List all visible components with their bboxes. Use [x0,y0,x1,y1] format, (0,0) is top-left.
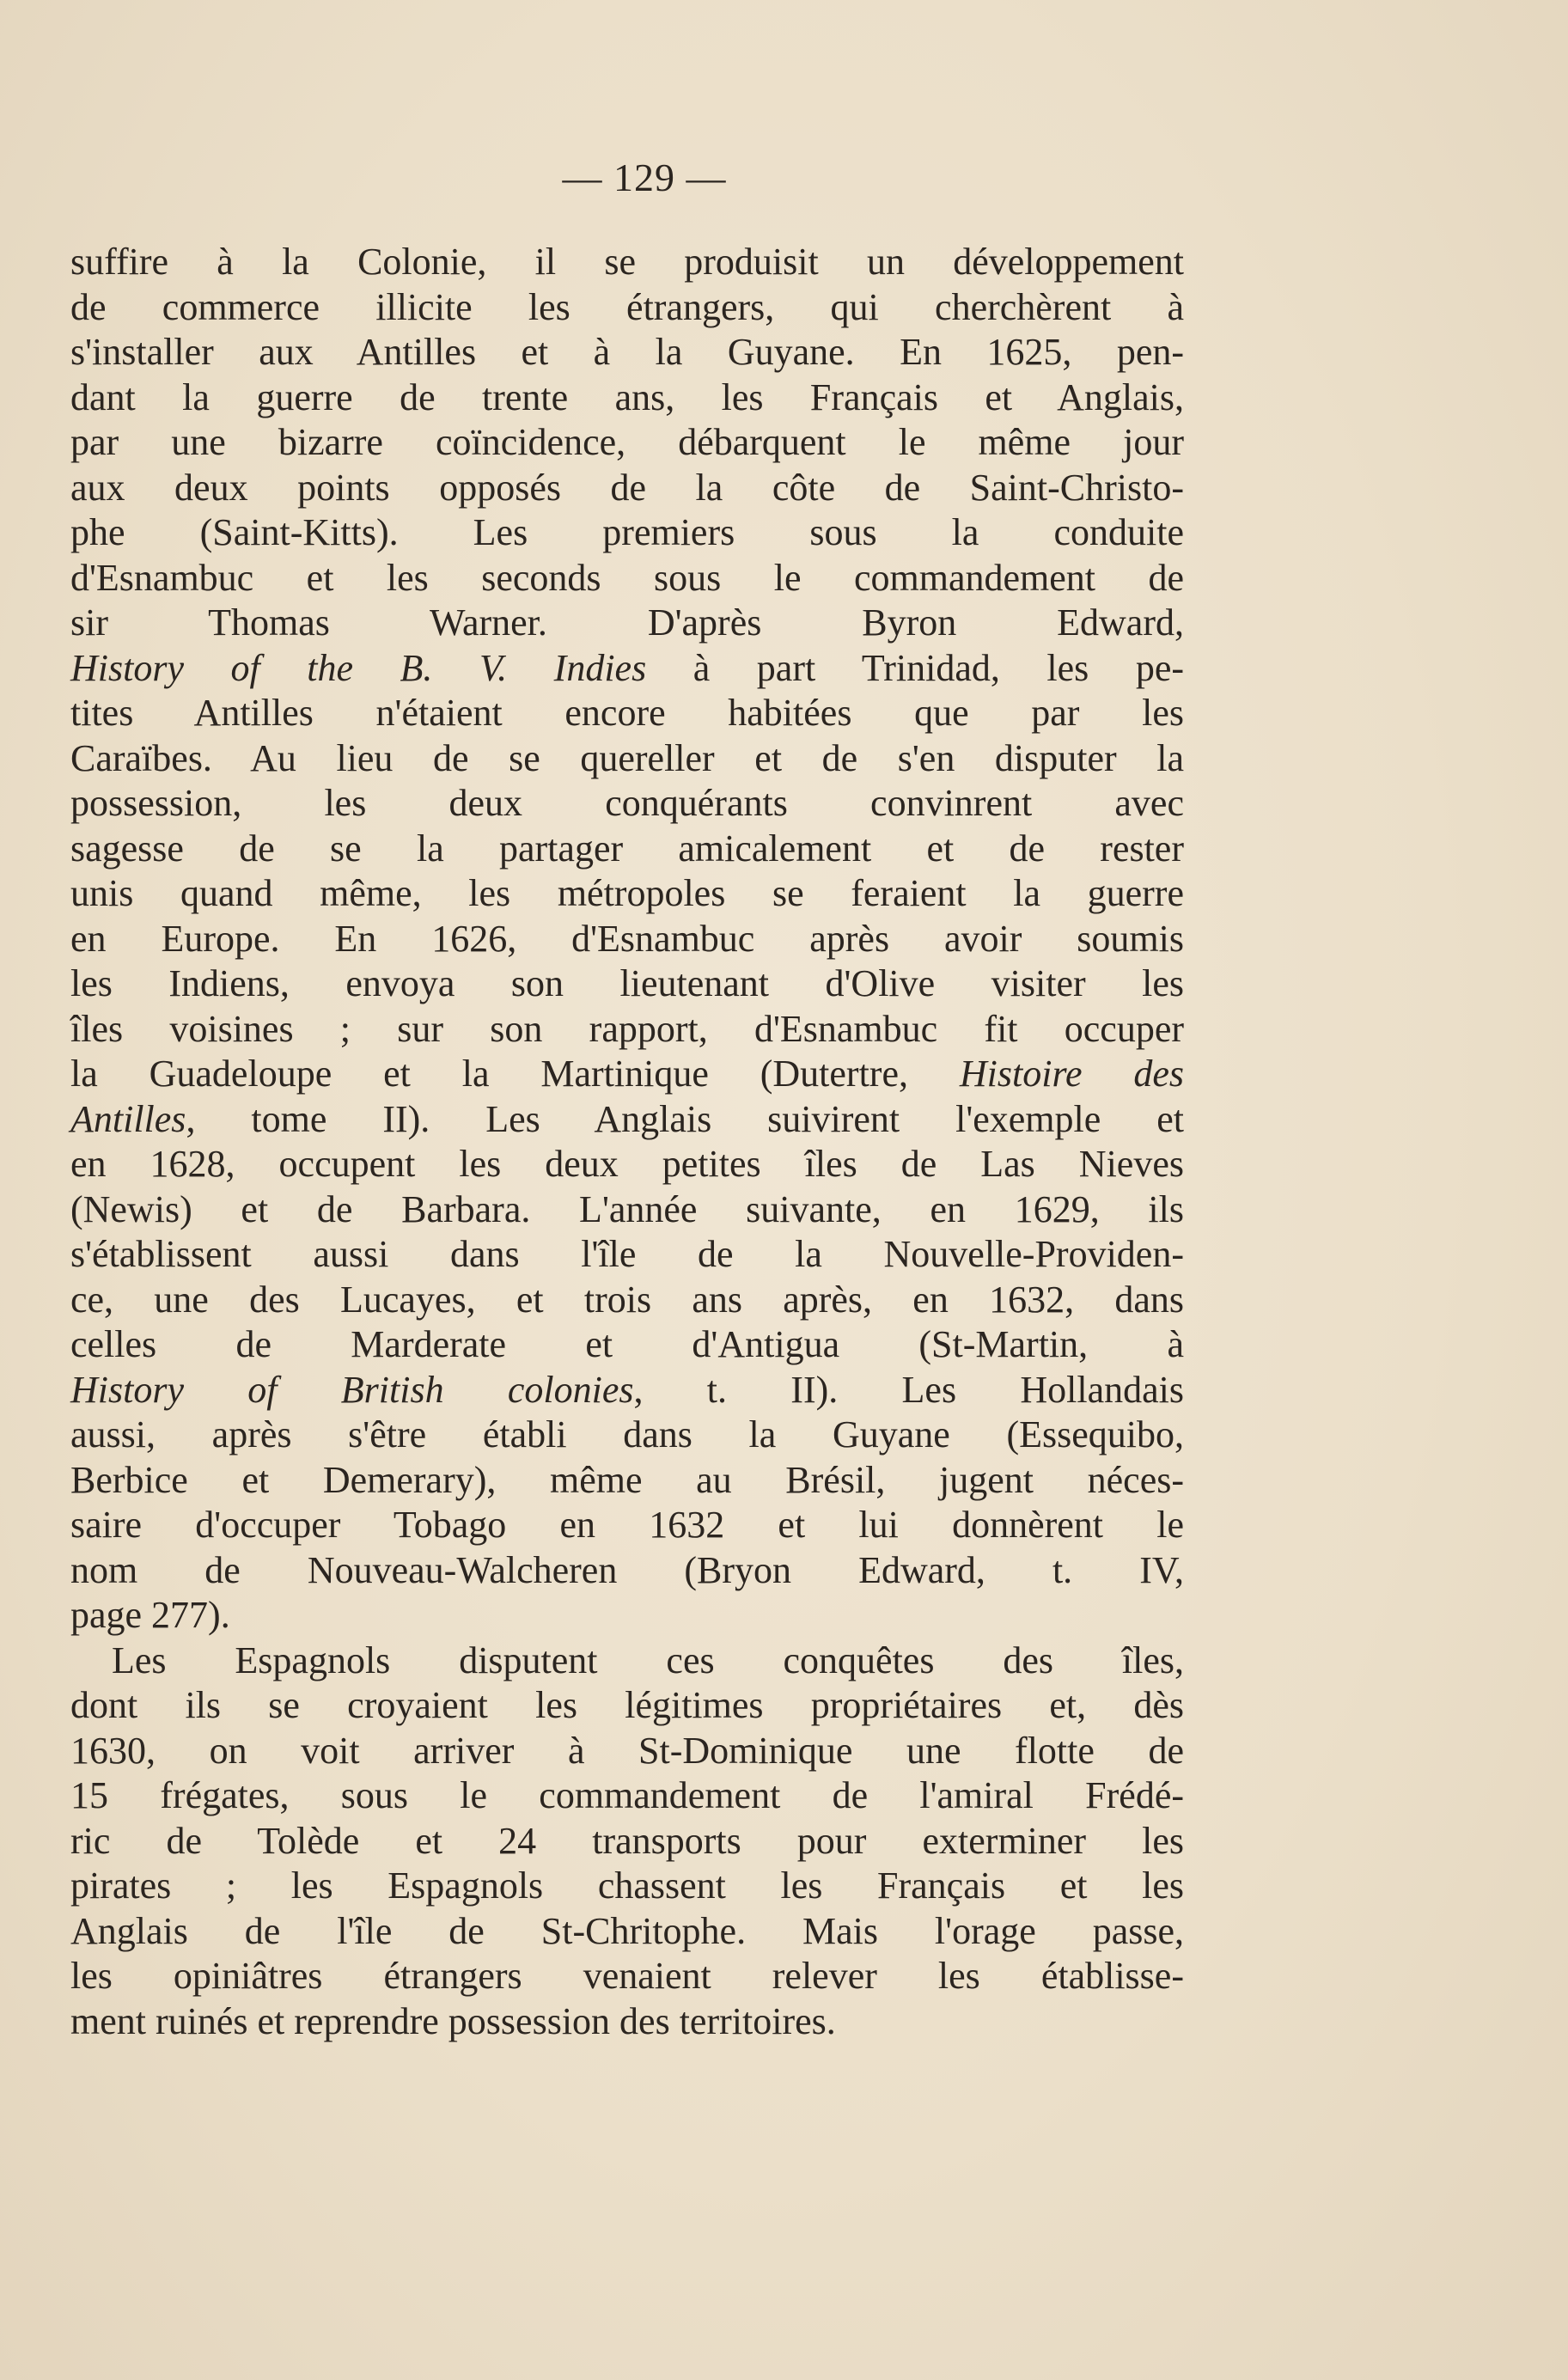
text-line [70,330,1184,375]
text-line [70,917,1184,962]
text-segment: sir Thomas Warner. D'après Byron Edward, [70,601,1184,644]
text-segment: Caraïbes. Au lieu de se quereller et de s'en disputer la [70,736,1184,779]
text-segment: Les Espagnols disputent ces conquêtes des îles, [112,1639,1184,1681]
text-segment: les opiniâtres étrangers venaient relever les établisse- [70,1955,1184,1997]
text-segment: sagesse de se la partager amicalement et de rester [70,827,1184,870]
text-line [70,827,1184,872]
text-segment: les Indiens, envoya son lieutenant d'Olive visiter les [70,962,1184,1004]
text-segment: possession, les deux conquérants convinrent avec [70,782,1184,824]
text-segment: unis quand même, les métropoles se feraient la guerre [70,872,1184,914]
text-line [70,1232,1184,1278]
text-segment: Berbice et Demerary), même au Brésil, jugent néces- [70,1458,1184,1501]
text-line [70,1548,1184,1594]
text-segment: nom de Nouveau-Walcheren (Bryon Edward, t. IV, [70,1548,1184,1591]
text-line [70,375,1184,421]
text-line [70,1278,1184,1323]
text-segment: de commerce illicite les étrangers, qui cherchèrent à [70,285,1184,328]
text-line [70,1503,1184,1548]
text-segment: saire d'occuper Tobago en 1632 et lui donnèrent le [70,1504,1184,1546]
text-segment: ce, une des Lucayes, et trois ans après, en 1632, dans [70,1278,1184,1321]
text-segment: , t. II). Les Hollandais [633,1368,1185,1411]
text-segment: 1630, on voit arriver à St-Dominique une flotte de [70,1729,1184,1772]
text-segment: en 1628, occupent les deux petites îles de Las Nieves [70,1143,1184,1185]
text-segment: ment ruinés et reprendre possession des territoires. [70,1999,836,2042]
text-line [70,601,1184,646]
text-segment: dont ils se croyaient les légitimes propriétaires et, dès [70,1684,1184,1726]
text-line [70,1683,1184,1729]
text-line [70,961,1184,1007]
text-segment: , tome II). Les Anglais suivirent l'exemple et [186,1097,1184,1140]
text-line [70,1413,1184,1458]
text-line [70,1639,1184,1684]
italic-title: History of the B. V. Indies [70,646,647,689]
text-line [70,1368,1184,1413]
text-line [70,556,1184,601]
page-number: — 129 — [562,156,727,199]
text-line [70,1593,1184,1639]
text-line [70,510,1184,556]
text-segment: phe (Saint-Kitts). Les premiers sous la conduite [70,511,1184,553]
text-line [70,691,1184,736]
text-line [70,1007,1184,1053]
text-line [70,1909,1184,1955]
text-segment: ric de Tolède et 24 transports pour exterminer les [70,1819,1184,1862]
text-line [70,1187,1184,1233]
text-segment: Anglais de l'île de St-Chritophe. Mais l'orage passe, [70,1909,1184,1952]
text-segment: en Europe. En 1626, d'Esnambuc après avoir soumis [70,917,1184,960]
text-segment: aux deux points opposés de la côte de Saint-Christo- [70,466,1184,509]
text-segment: dant la guerre de trente ans, les Français et Anglais, [70,375,1184,418]
text-segment: par une bizarre coïncidence, débarquent le même jour [70,421,1184,463]
text-line [70,736,1184,782]
italic-title: Histoire des [959,1053,1184,1095]
text-segment: d'Esnambuc et les seconds sous le commandement de [70,556,1184,599]
text-line [70,646,1184,692]
text-line [70,781,1184,827]
text-line [70,1458,1184,1504]
text-segment: suffire à la Colonie, il se produisit un développement [70,241,1184,283]
text-line [70,1052,1184,1097]
text-line [70,1729,1184,1774]
italic-title: Antilles [70,1097,186,1140]
text-line [70,285,1184,331]
text-segment: pirates ; les Espagnols chassent les Français et les [70,1864,1184,1907]
text-segment: la Guadeloupe et la Martinique (Dutertre, [70,1053,960,1095]
body-text [70,240,1184,2044]
text-segment: (Newis) et de Barbara. L'année suivante, en 1629, ils [70,1187,1184,1230]
text-line [70,1819,1184,1864]
text-line [70,1097,1184,1143]
text-line [70,1773,1184,1819]
text-line [70,1954,1184,1999]
text-line [70,420,1184,466]
text-line [70,1322,1184,1368]
text-segment: s'installer aux Antilles et à la Guyane. En 1625, pen- [70,331,1184,373]
text-segment: aussi, après s'être établi dans la Guyane (Essequibo, [70,1413,1184,1455]
text-line [70,1864,1184,1909]
text-line [70,871,1184,917]
text-segment: à part Trinidad, les pe- [646,646,1184,689]
text-segment: tites Antilles n'étaient encore habitées que par les [70,692,1184,734]
text-segment: s'établissent aussi dans l'île de la Nouvelle-Providen- [70,1233,1184,1275]
text-line [70,1142,1184,1187]
italic-title: History of British colonies [70,1368,634,1411]
text-line [70,240,1184,285]
text-segment: îles voisines ; sur son rapport, d'Esnambuc fit occuper [70,1007,1184,1050]
text-segment: page 277). [70,1594,230,1636]
text-segment: celles de Marderate et d'Antigua (St-Martin, à [70,1323,1184,1365]
text-segment: 15 frégates, sous le commandement de l'amiral Frédé- [70,1774,1184,1816]
text-line [70,466,1184,511]
text-line [70,1999,1184,2045]
